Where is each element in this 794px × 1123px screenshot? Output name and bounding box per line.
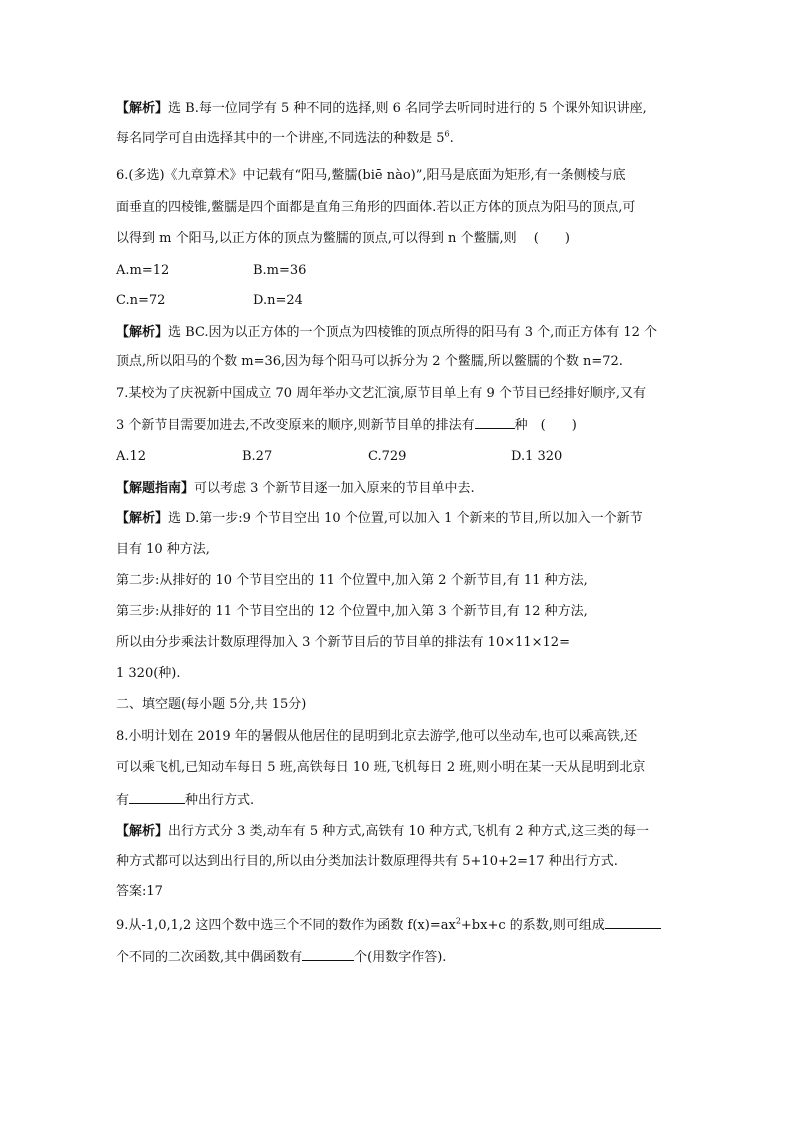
section-2-title: 二、填空题(每小题 5分,共 15分): [116, 697, 307, 712]
hint-7: 【解题指南】可以考虑 3 个新节目逐一加入原来的节目单中去.: [116, 481, 475, 496]
answer-blank: [605, 914, 661, 929]
option-a: A.12: [116, 449, 147, 464]
question-7-options: [116, 447, 562, 467]
answer-blank: [475, 414, 515, 429]
answer-8: 答案:17: [116, 884, 163, 899]
question-8-line-2: 可以乘飞机,已知动车每日 5 班,高铁每日 10 班,飞机每日 2 班,则小明在某一天从昆明到北京: [116, 760, 646, 775]
solution-7-line-3: 第二步:从排好的 10 个节目空出的 11 个位置中,加入第 2 个新节目,有 11 种方法,: [116, 573, 588, 588]
question-6-options-ab: [116, 261, 306, 281]
solution-6-line-2: 顶点,所以阳马的个数 m=36,因为每个阳马可以拆分为 2 个鳖臑,所以鳖臑的个数 n=72.: [116, 354, 623, 369]
solution-7-line-6: 1 320(种).: [116, 666, 181, 681]
solution-6-line-1: 【解析】选 BC.因为以正方体的一个顶点为四棱锥的顶点所得的阳马有 3 个,而正方体有 12 个: [116, 325, 658, 340]
hint-tag: 【解题指南】: [116, 481, 195, 496]
solution-tag: 【解析】: [116, 101, 169, 116]
question-9-line-1: 9.从-1,0,1,2 这四个数中选三个不同的数作为函数 $f(x)=ax^2+bx+c$ 的系数,则可组成: [116, 914, 661, 936]
solution-tag: 【解析】: [116, 824, 169, 839]
solution-7-line-5: 所以由分步乘法计数原理得加入 3 个新节目后的节目单的排法有 10×11×12=: [116, 635, 570, 650]
question-9-line-2: 个不同的二次函数,其中偶函数有 个(用数字作答).: [116, 946, 446, 968]
option-d: D.n=24: [253, 293, 303, 308]
option-b: B.m=36: [253, 263, 307, 278]
question-7-line-2: 3 个新节目需要加进去,不改变原来的顺序,则新节目单的排法有 种 ( ): [116, 414, 577, 436]
solution-5-line-1: 【解析】选 B.每一位同学有 5 种不同的选择,则 6 名同学去听同时进行的 5 个课外知识讲座,: [116, 101, 647, 116]
question-8-line-1: 8.小明计划在 2019 年的暑假从他居住的昆明到北京去游学,他可以坐动车,也可以乘高铁,还: [116, 729, 638, 744]
question-6-options-cd: [116, 291, 303, 311]
option-c: C.729: [368, 449, 407, 464]
question-7-line-1: 7.某校为了庆祝新中国成立 70 周年举办文艺汇演,原节目单上有 9 个节目已经排好顺序,又有: [116, 386, 647, 401]
option-d: D.1 320: [511, 449, 563, 464]
solution-8-line-1: 【解析】出行方式分 3 类,动车有 5 种方式,高铁有 10 种方式,飞机有 2 种方式,这三类的每一: [116, 824, 649, 839]
answer-blank: [129, 789, 185, 804]
option-b: B.27: [242, 449, 273, 464]
question-6-line-1: 6.(多选)《九章算术》中记载有“阳马,鳖臑(biē nào)”,阳马是底面为矩形,有一条侧棱与底: [116, 168, 626, 183]
option-c: C.n=72: [116, 293, 166, 308]
solution-7-line-2: 目有 10 种方法,: [116, 542, 210, 557]
solution-7-line-4: 第三步:从排好的 11 个节目空出的 12 个位置中,加入第 3 个新节目,有 12 种方法,: [116, 604, 588, 619]
solution-tag: 【解析】: [116, 325, 169, 340]
solution-7-line-1: 【解析】选 D.第一步:9 个节目空出 10 个位置,可以加入 1 个新来的节目,所以加入一个新节: [116, 511, 643, 526]
solution-tag: 【解析】: [116, 511, 169, 526]
question-8-line-3: 有 种出行方式.: [116, 789, 254, 811]
solution-5-line-2: 每名同学可自由选择其中的一个讲座,不同选法的种数是 $5^6$.: [116, 129, 454, 146]
answer-blank: [302, 946, 354, 961]
solution-8-line-2: 种方式都可以达到出行目的,所以由分类加法计数原理得共有 5+10+2=17 种出行方式.: [116, 854, 618, 869]
question-6-line-3: 以得到 m 个阳马,以正方体的顶点为鳖臑的顶点,可以得到 n 个鳖臑,则 ( ): [116, 231, 570, 246]
option-a: A.m=12: [116, 263, 170, 278]
question-6-line-2: 面垂直的四棱锥,鳖臑是四个面都是直角三角形的四面体.若以正方体的顶点为阳马的顶点,可: [116, 200, 636, 215]
